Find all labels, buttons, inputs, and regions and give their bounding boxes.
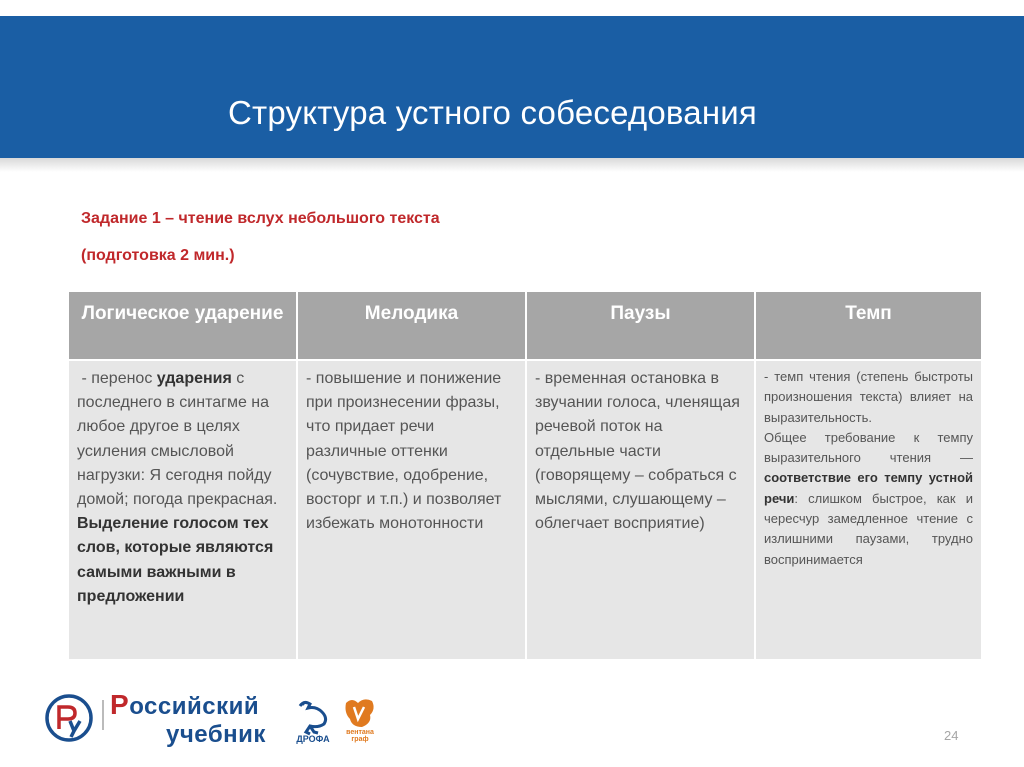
table-row bbox=[68, 360, 982, 660]
logo-divider bbox=[102, 700, 104, 730]
brand-name-line1 bbox=[110, 689, 260, 720]
stress-text-start: - перенос bbox=[77, 370, 157, 387]
cell-logical-stress bbox=[68, 360, 297, 660]
brand-line1-text: оссийский bbox=[129, 693, 260, 720]
slide-title: Структура устного собеседования bbox=[228, 94, 757, 131]
drofa-label: ДРОФА bbox=[296, 734, 330, 744]
cell-tempo bbox=[755, 360, 982, 660]
header-melody: Мелодика bbox=[297, 291, 526, 360]
header-tempo: Темп bbox=[755, 291, 982, 360]
russian-textbook-logo-icon bbox=[44, 693, 94, 743]
cell-pauses: - временная остановка в звучании голоса, членящая речевой поток на отдельные части (говорящему – собраться с мыслями, слушающему – облегчает восприятие) bbox=[526, 360, 755, 660]
ventana-line2: граф bbox=[351, 736, 369, 743]
stress-keyword: ударения bbox=[156, 370, 232, 387]
tempo-req-bold: соответствие его темпу устной речи bbox=[764, 470, 973, 506]
cell-melody: - повышение и понижение при произнесении фразы, что придает речи различные оттенки (сочувствие, одобрение, восторг и т.п.) и позволяет избежать монотонности bbox=[297, 360, 526, 660]
title-bar bbox=[0, 16, 1024, 158]
task-prep-time: (подготовка 2 мин.) bbox=[81, 247, 235, 264]
stress-text-rest: с последнего в синтагме на любое другое в целях усиления смысловой нагрузки: Я сегодня пойду домой; погода прекрасная. bbox=[77, 370, 278, 509]
task-title: Задание 1 – чтение вслух небольшого текста bbox=[81, 210, 440, 227]
structure-table bbox=[67, 290, 983, 661]
table-header-row bbox=[68, 291, 982, 360]
header-shadow bbox=[0, 158, 1024, 172]
ventana-line1: вентана bbox=[346, 729, 374, 736]
brand-first-letter: Р bbox=[110, 689, 130, 720]
header-logical-stress: Логическое ударение bbox=[68, 291, 297, 360]
ventana-graf-label bbox=[340, 729, 380, 743]
page-number: 24 bbox=[944, 728, 959, 743]
header-pauses: Паузы bbox=[526, 291, 755, 360]
brand-name-line2: учебник bbox=[166, 721, 266, 748]
tempo-req-start: Общее требование к темпу выразительного чтения — bbox=[764, 429, 973, 466]
stress-emphasis: Выделение голосом тех слов, которые являются самыми важными в предложении bbox=[77, 515, 274, 605]
ventana-graf-icon bbox=[342, 697, 378, 729]
top-strip bbox=[0, 0, 1024, 16]
tempo-req-rest: : слишком быстрое, как и чересчур замедленное чтение с излишними паузами, трудно воспринимается bbox=[764, 490, 973, 567]
tempo-definition: - темп чтения (степень быстроты произношения текста) влияет на выразительность. bbox=[764, 369, 973, 425]
